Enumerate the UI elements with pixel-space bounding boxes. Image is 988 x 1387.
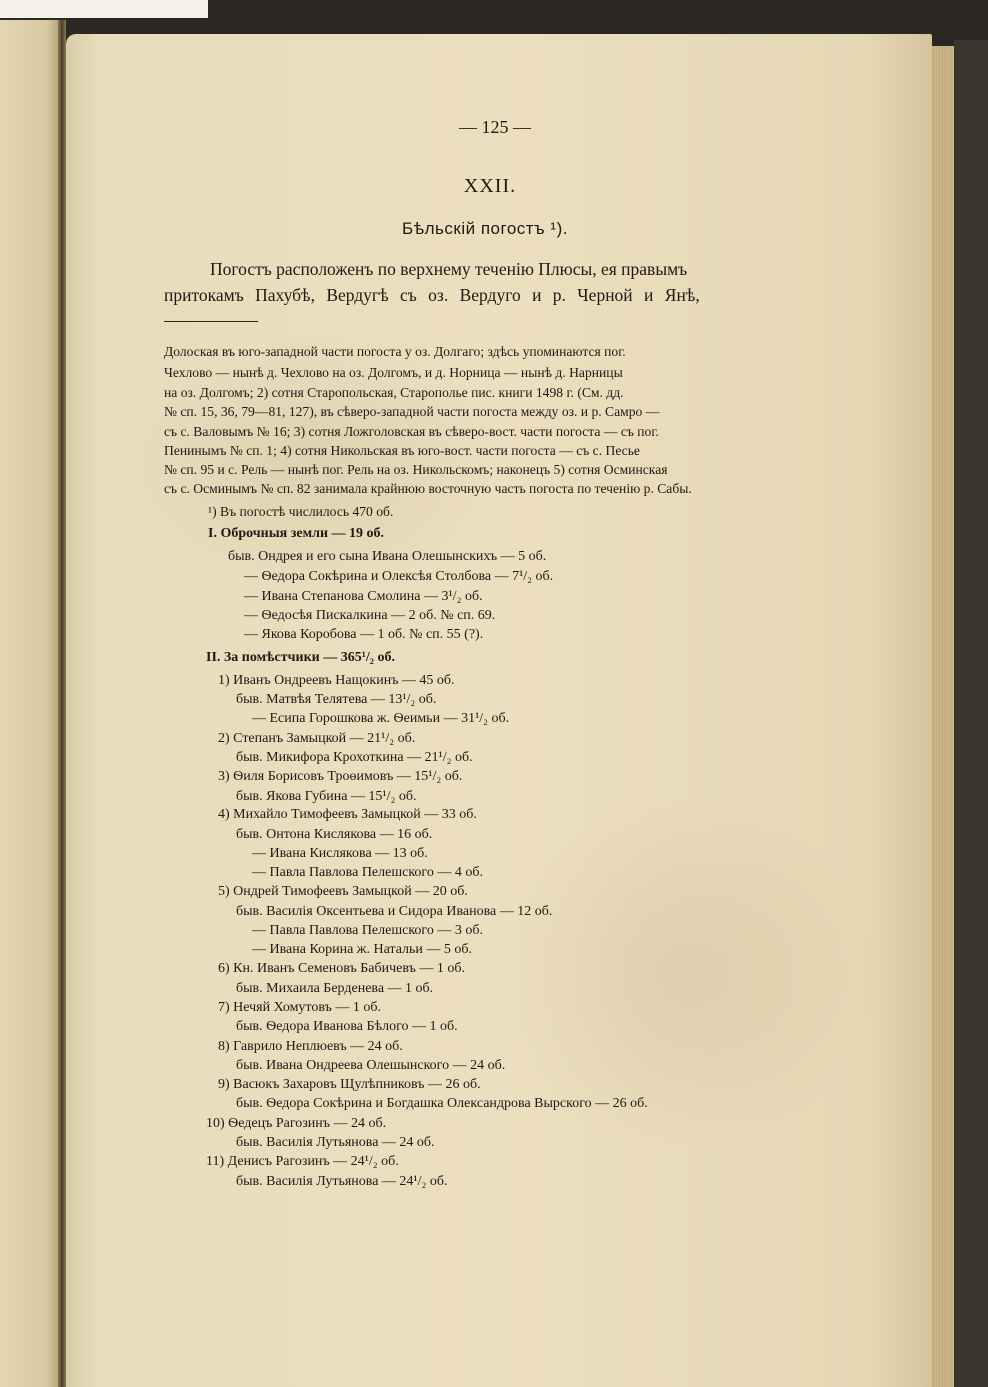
list-item: — Павла Павлова Пелешского — 4 об. [252, 865, 483, 880]
section-1-title: I. Оброчныя земли — 19 об. [208, 526, 385, 541]
intro-line: Погостъ расположенъ по верхнему теченію Плюсы, ея правымъ [210, 259, 688, 279]
list-item: — Ивана Кислякова — 13 об. [252, 846, 428, 861]
list-item: быв. Ондрея и его сына Ивана Олешынскихъ — 5 об. [228, 549, 547, 564]
footnote-1: ¹) Въ погостѣ числилось 470 об. [208, 504, 394, 519]
list-item: быв. Ивана Ондреева Олешынского — 24 об. [236, 1058, 506, 1073]
list-item: — Павла Павлова Пелешского — 3 об. [252, 923, 483, 938]
section-number: XXII. [463, 175, 517, 197]
footnote-line: № сп. 15, 36, 79—81, 127), въ сѣверо-западной части погоста между оз. и р. Самро — [164, 404, 660, 419]
page-number: — 125 — [459, 117, 531, 137]
left-page-edge [0, 20, 58, 1387]
list-item: — Ѳедора Сокѣрина и Олексѣя Столбова — 7¹/₂ об. [244, 569, 554, 584]
list-item: 5) Ондрей Тимофеевъ Замыцкой — 20 об. [218, 884, 468, 899]
list-item: 10) Ѳедецъ Рагозинъ — 24 об. [206, 1116, 387, 1131]
footnote-line: Пенинымъ № сп. 1; 4) сотня Никольская въ юго-вост. части погоста — съ с. Песье [164, 443, 640, 458]
footnote-line: съ с. Осминымъ № сп. 82 занимала крайнюю восточную часть погоста по теченію р. Сабы. [164, 481, 692, 496]
list-item: 1) Иванъ Ондреевъ Нащокинъ — 45 об. [218, 673, 455, 688]
list-item: 8) Гаврило Неплюевъ — 24 об. [218, 1039, 403, 1054]
book-gutter [58, 20, 66, 1387]
list-item: быв. Василія Оксентьева и Сидора Иванова — 12 об. [236, 904, 553, 919]
footnote-line: Долоская въ юго-западной части погоста у оз. Долгаго; здѣсь упоминаются пог. [164, 344, 626, 359]
list-item: — Ѳедосѣя Пискалкина — 2 об. № сп. 69. [244, 608, 496, 623]
list-item: 3) Ѳиля Борисовъ Троѳимовъ — 15¹/₂ об. [218, 769, 463, 784]
list-item: 7) Нечяй Хомутовъ — 1 об. [218, 1000, 381, 1015]
list-item: быв. Ѳедора Иванова Бѣлого — 1 об. [236, 1019, 458, 1034]
list-item: быв. Михаила Берденева — 1 об. [236, 981, 434, 996]
page-stack-edge [932, 46, 954, 1387]
list-item: быв. Микифора Крохоткина — 21¹/₂ об. [236, 750, 473, 765]
list-item: быв. Василія Лутьянова — 24 об. [236, 1135, 435, 1150]
list-item: 9) Васюкъ Захаровъ Щулѣпниковъ — 26 об. [218, 1077, 481, 1092]
list-item: 2) Степанъ Замыцкой — 21¹/₂ об. [218, 731, 416, 746]
list-item: быв. Ѳедора Сокѣрина и Богдашка Олександрова Вырского — 26 об. [236, 1096, 648, 1111]
list-item: — Ивана Степанова Смолина — 3¹/₂ об. [244, 589, 483, 604]
list-item: быв. Онтона Кислякова — 16 об. [236, 827, 433, 842]
list-item: — Якова Коробова — 1 об. № сп. 55 (?). [244, 627, 484, 642]
list-item: 4) Михайло Тимофеевъ Замыцкой — 33 об. [218, 807, 477, 822]
list-item: — Ивана Корина ж. Натальи — 5 об. [252, 942, 473, 957]
list-item: быв. Василія Лутьянова — 24¹/₂ об. [236, 1174, 448, 1189]
cover-rim [954, 40, 988, 1387]
list-item: быв. Матвѣя Телятева — 13¹/₂ об. [236, 692, 437, 707]
section-2-title: II. За помѣстчики — 365¹/₂ об. [206, 650, 395, 665]
list-item: — Есипа Горошкова ж. Ѳеимьи — 31¹/₂ об. [252, 711, 510, 726]
intro-line: притокамъ Пахубѣ, Вердугѣ съ оз. Вердуго и р. Черной и Янѣ, [164, 285, 700, 305]
footnote-rule [164, 321, 258, 322]
footnote-line: съ с. Валовымъ № 16; 3) сотня Ложголовская въ сѣверо-вост. части погоста — съ пог. [164, 424, 659, 439]
chapter-heading: Бѣльскій погостъ ¹). [402, 219, 568, 238]
footnote-line: на оз. Долгомъ; 2) сотня Старопольская, Старополье пис. книги 1498 г. (См. дд. [164, 385, 624, 400]
footnote-line: № сп. 95 и с. Рель — нынѣ пог. Рель на оз. Никольскомъ; наконецъ 5) сотня Осминская [164, 462, 668, 477]
list-item: 11) Денисъ Рагозинъ — 24¹/₂ об. [206, 1154, 399, 1169]
lamp-glare [0, 0, 208, 18]
list-item: 6) Кн. Иванъ Семеновъ Бабичевъ — 1 об. [218, 961, 466, 976]
footnote-line: Чехлово — нынѣ д. Чехлово на оз. Долгомъ, и д. Норница — нынѣ д. Нарницы [164, 365, 623, 380]
list-item: быв. Якова Губина — 15¹/₂ об. [236, 789, 417, 804]
